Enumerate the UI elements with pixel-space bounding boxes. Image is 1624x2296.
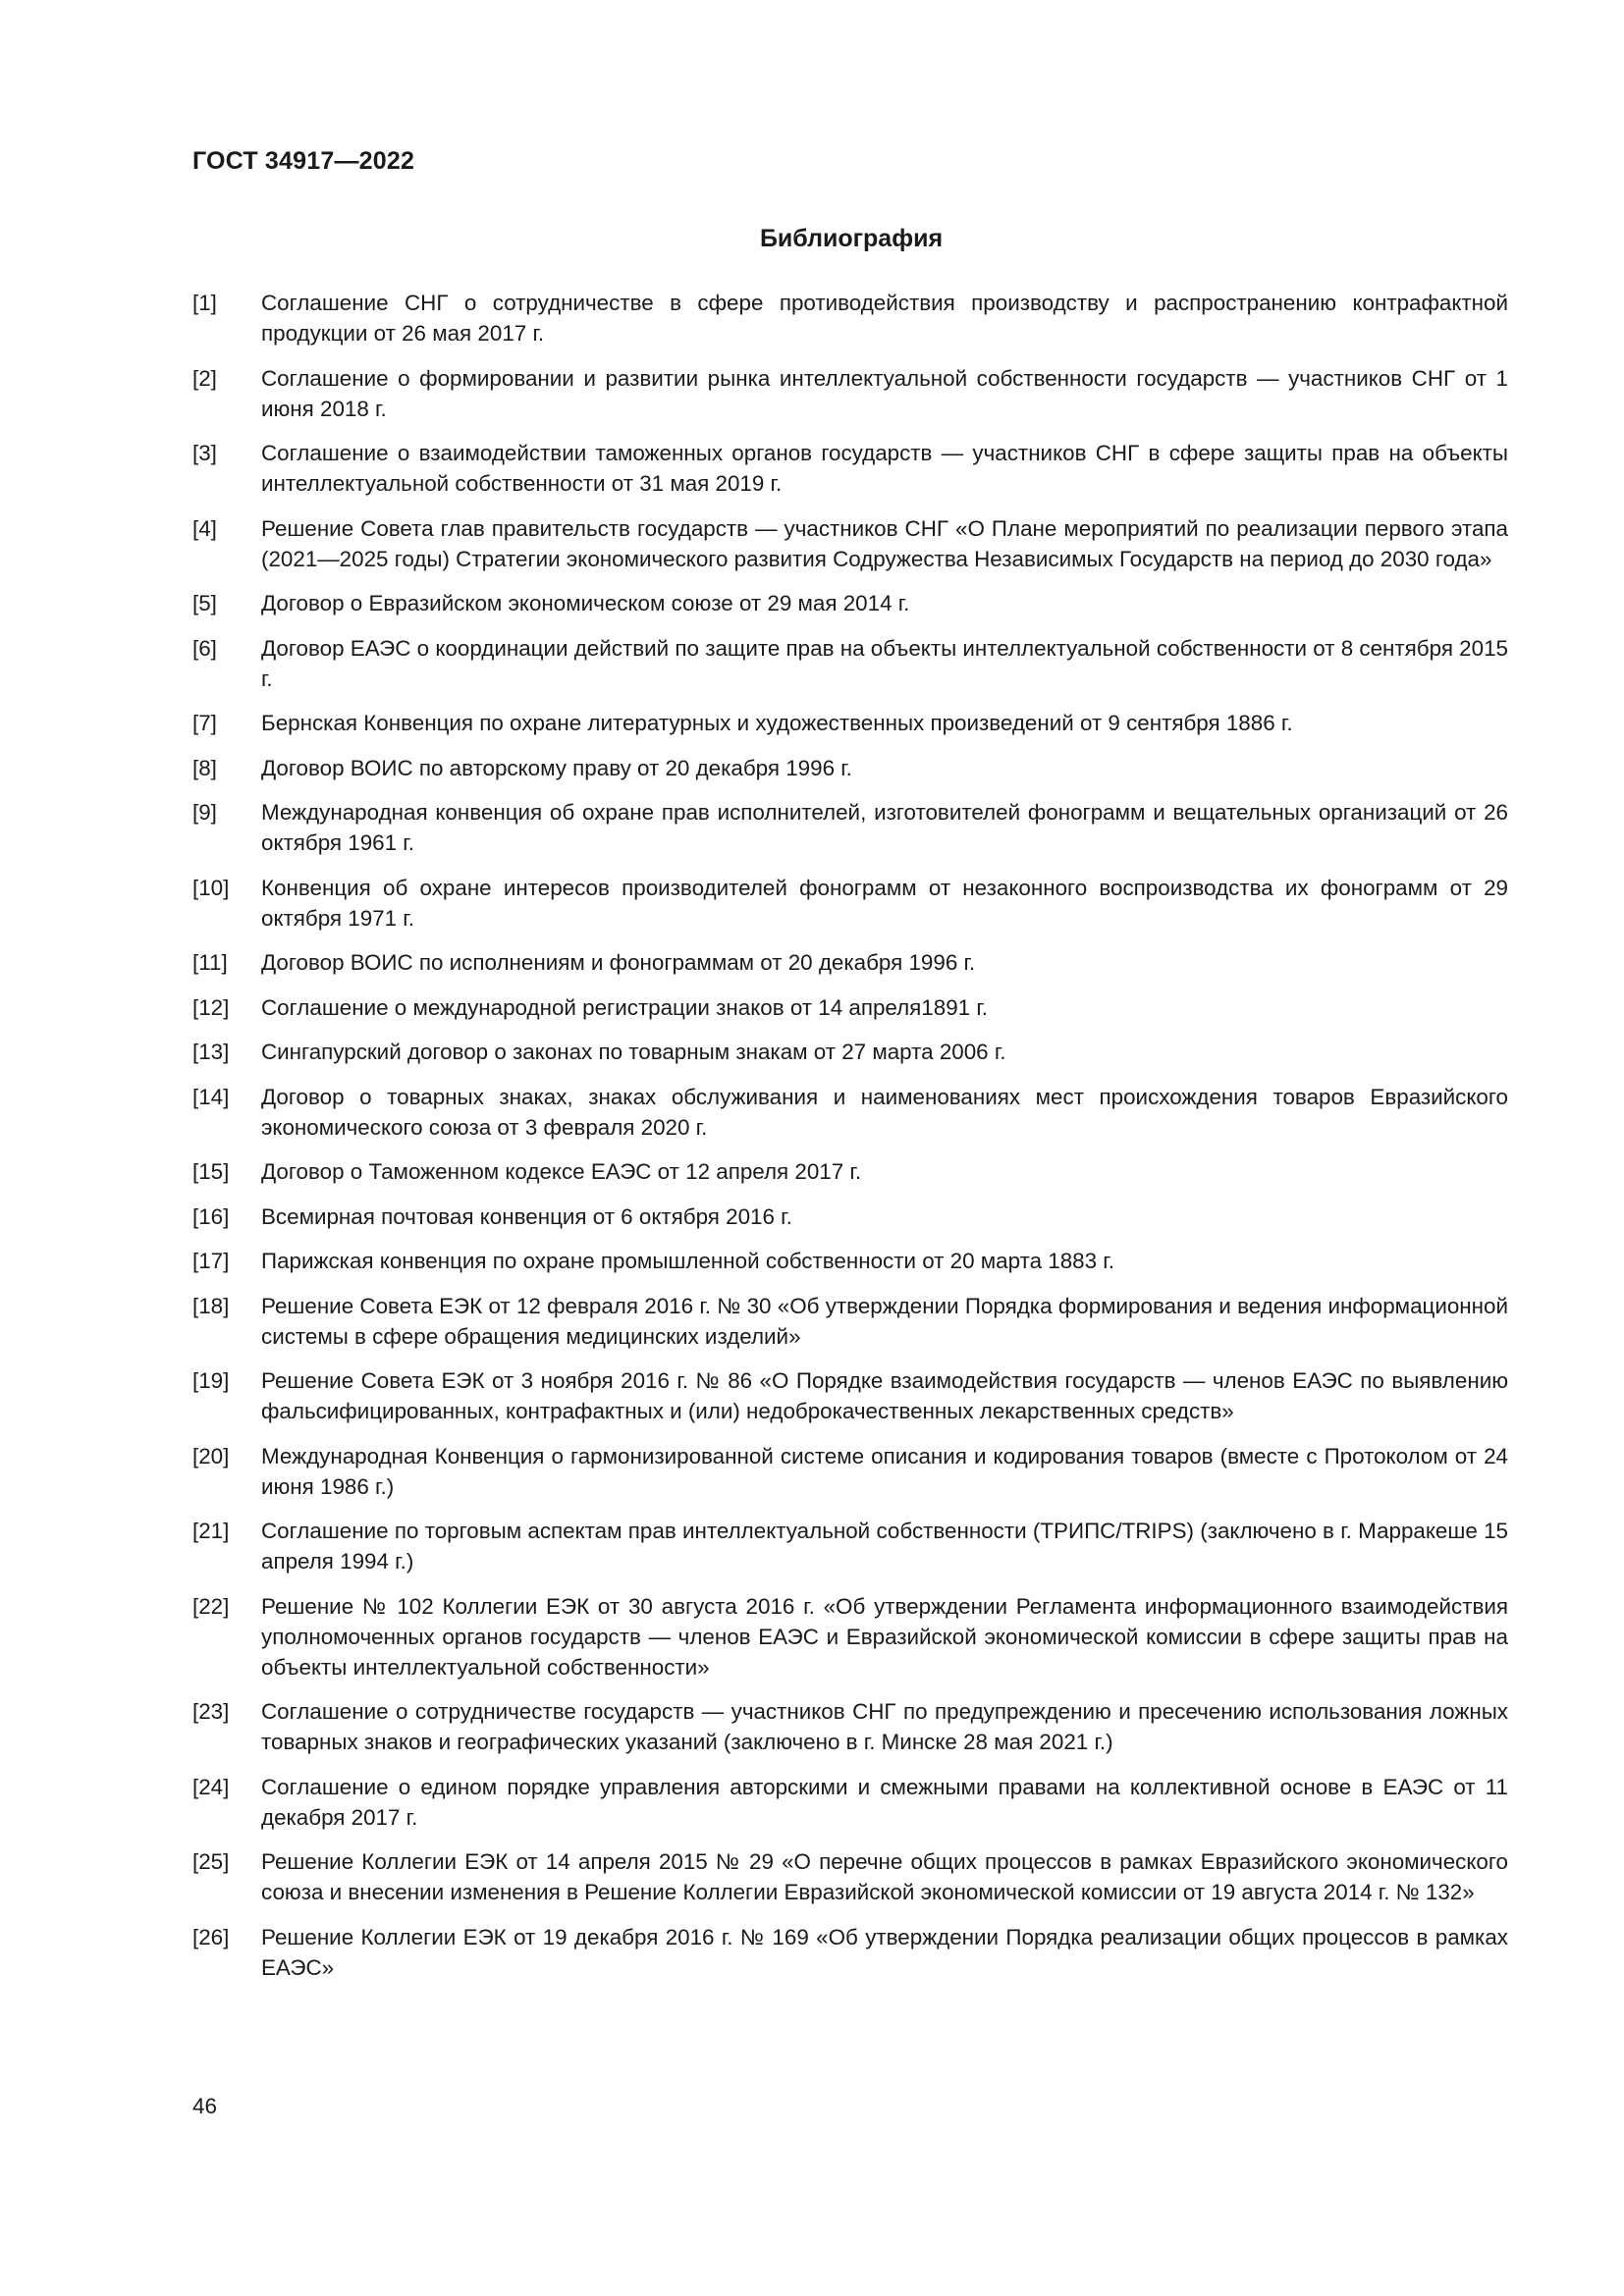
reference-text: Соглашение по торговым аспектам прав интеллектуальной собственности (ТРИПС/TRIPS) (заключено в г. Марракеше 15 апреля 1994 г.) xyxy=(261,1519,1508,1574)
bibliography-item xyxy=(192,1696,1508,1757)
reference-number: [13] xyxy=(192,1040,230,1064)
reference-text: Конвенция об охране интересов производителей фонограмм от незаконного воспроизводства их фонограмм от 29 октября 1971 г. xyxy=(261,875,1508,931)
bibliography-item xyxy=(192,708,1508,738)
reference-text: Соглашение о взаимодействии таможенных органов государств — участников СНГ в сфере защиты прав на объекты интеллектуальной собственности от 31 мая 2019 г. xyxy=(261,441,1508,496)
bibliography-item xyxy=(192,873,1508,934)
reference-number: [12] xyxy=(192,994,230,1020)
bibliography-item xyxy=(192,1591,1508,1682)
reference-number: [22] xyxy=(192,1593,230,1619)
bibliography-item xyxy=(192,588,1508,618)
reference-text: Решение Совета глав правительств государств — участников СНГ «О Плане мероприятий по реализации первого этапа (2021—2025 годы) Стратегии экономического развития Содружества Независимых Государств на период до 2030 года» xyxy=(261,515,1508,571)
bibliography-item xyxy=(192,797,1508,858)
bibliography-item xyxy=(192,1037,1508,1067)
reference-text: Договор ВОИС по исполнениям и фонограммам от 20 декабря 1996 г. xyxy=(261,950,976,975)
reference-text: Решение Совета ЕЭК от 3 ноября 2016 г. № 86 «О Порядке взаимодействия государств — членов ЕАЭС по выявлению фальсифицированных, контрафактных и (или) недоброкачественных лекарственных средств» xyxy=(261,1368,1508,1423)
reference-text: Соглашение о сотрудничестве государств — участников СНГ по предупреждению и пресечению использования ложных товарных знаков и географических указаний (заключено в г. Минске 28 мая 2021 г.) xyxy=(261,1699,1508,1754)
reference-number: [2] xyxy=(192,365,217,391)
bibliography-item xyxy=(192,1246,1508,1276)
reference-text: Договор о Евразийском экономическом союзе от 29 мая 2014 г. xyxy=(261,591,910,615)
reference-number: [25] xyxy=(192,1849,230,1874)
reference-text: Решение Совета ЕЭК от 12 февраля 2016 г. № 30 «Об утверждении Порядка формирования и ведения информационной системы в сфере обращения медицинских изделий» xyxy=(261,1293,1508,1349)
bibliography-list xyxy=(192,288,1508,1997)
reference-number: [18] xyxy=(192,1293,230,1318)
reference-number: [26] xyxy=(192,1924,230,1949)
reference-number: [16] xyxy=(192,1203,230,1229)
bibliography-item xyxy=(192,513,1508,574)
bibliography-item xyxy=(192,1156,1508,1187)
reference-text: Решение Коллегии ЕЭК от 14 апреля 2015 № 29 «О перечне общих процессов в рамках Евразийского экономического союза и внесении изменения в Решение Коллегии Евразийской экономической комиссии от 19 августа 2014 г. № 132» xyxy=(261,1849,1508,1904)
bibliography-item xyxy=(192,1922,1508,1983)
bibliography-item xyxy=(192,1772,1508,1833)
reference-text: Решение Коллегии ЕЭК от 19 декабря 2016 г. № 169 «Об утверждении Порядка реализации общих процессов в рамках ЕАЭС» xyxy=(261,1924,1508,1980)
bibliography-item xyxy=(192,1516,1508,1576)
document-code: ГОСТ 34917—2022 xyxy=(192,147,415,175)
bibliography-item xyxy=(192,947,1508,978)
reference-number: [1] xyxy=(192,291,217,315)
reference-text: Парижская конвенция по охране промышленной собственности от 20 марта 1883 г. xyxy=(261,1249,1114,1273)
reference-number: [24] xyxy=(192,1774,230,1799)
bibliography-item xyxy=(192,1201,1508,1232)
reference-text: Договор о Таможенном кодексе ЕАЭС от 12 апреля 2017 г. xyxy=(261,1159,862,1184)
reference-number: [11] xyxy=(192,950,228,975)
bibliography-item xyxy=(192,1082,1508,1143)
reference-number: [14] xyxy=(192,1084,230,1109)
reference-number: [19] xyxy=(192,1368,230,1393)
bibliography-item xyxy=(192,1365,1508,1426)
bibliography-item xyxy=(192,633,1508,694)
reference-text: Соглашение о международной регистрации знаков от 14 апреля1891 г. xyxy=(261,994,988,1020)
reference-number: [5] xyxy=(192,591,217,615)
reference-text: Всемирная почтовая конвенция от 6 октября 2016 г. xyxy=(261,1203,792,1229)
reference-text: Договор о товарных знаках, знаках обслуживания и наименованиях мест происхождения товаров Евразийского экономического союза от 3 февраля 2020 г. xyxy=(261,1084,1508,1140)
bibliography-item xyxy=(192,288,1508,348)
reference-number: [20] xyxy=(192,1443,230,1468)
reference-text: Международная конвенция об охране прав исполнителей, изготовителей фонограмм и вещательных организаций от 26 октября 1961 г. xyxy=(261,800,1508,855)
bibliography-item xyxy=(192,992,1508,1023)
bibliography-item xyxy=(192,1291,1508,1352)
bibliography-item xyxy=(192,1846,1508,1907)
bibliography-item xyxy=(192,363,1508,424)
reference-number: [7] xyxy=(192,711,217,735)
bibliography-item xyxy=(192,438,1508,499)
reference-text: Сингапурский договор о законах по товарным знакам от 27 марта 2006 г. xyxy=(261,1040,1006,1064)
reference-number: [17] xyxy=(192,1249,230,1273)
reference-text: Соглашение о формировании и развитии рынка интеллектуальной собственности государств — участников СНГ от 1 июня 2018 г. xyxy=(261,365,1508,421)
reference-text: Международная Конвенция о гармонизированной системе описания и кодирования товаров (вместе с Протоколом от 24 июня 1986 г.) xyxy=(261,1443,1508,1499)
reference-number: [23] xyxy=(192,1699,230,1724)
bibliography-item xyxy=(192,753,1508,783)
reference-text: Соглашение о едином порядке управления авторскими и смежными правами на коллективной основе в ЕАЭС от 11 декабря 2017 г. xyxy=(261,1774,1508,1830)
reference-number: [9] xyxy=(192,800,217,825)
bibliography-item xyxy=(192,1441,1508,1502)
reference-text: Бернская Конвенция по охране литературных и художественных произведений от 9 сентября 1886 г. xyxy=(261,711,1293,735)
reference-number: [3] xyxy=(192,441,217,465)
page-number: 46 xyxy=(192,2094,217,2118)
reference-text: Решение № 102 Коллегии ЕЭК от 30 августа 2016 г. «Об утверждении Регламента информационного взаимодействия уполномоченных органов государств — членов ЕАЭС и Евразийской экономической комиссии в сфере защиты прав на объекты интеллектуальной собственности» xyxy=(261,1593,1508,1680)
reference-text: Договор ВОИС по авторскому праву от 20 декабря 1996 г. xyxy=(261,755,852,780)
reference-number: [10] xyxy=(192,875,230,900)
reference-number: [21] xyxy=(192,1519,230,1543)
reference-number: [15] xyxy=(192,1159,230,1184)
reference-number: [4] xyxy=(192,515,217,541)
reference-number: [8] xyxy=(192,755,217,780)
reference-text: Договор ЕАЭС о координации действий по защите прав на объекты интеллектуальной собственности от 8 сентября 2015 г. xyxy=(261,635,1508,691)
reference-number: [6] xyxy=(192,635,217,661)
page-title: Библиография xyxy=(759,225,944,252)
reference-text: Соглашение СНГ о сотрудничестве в сфере противодействия производству и распространению контрафактной продукции от 26 мая 2017 г. xyxy=(261,291,1508,346)
